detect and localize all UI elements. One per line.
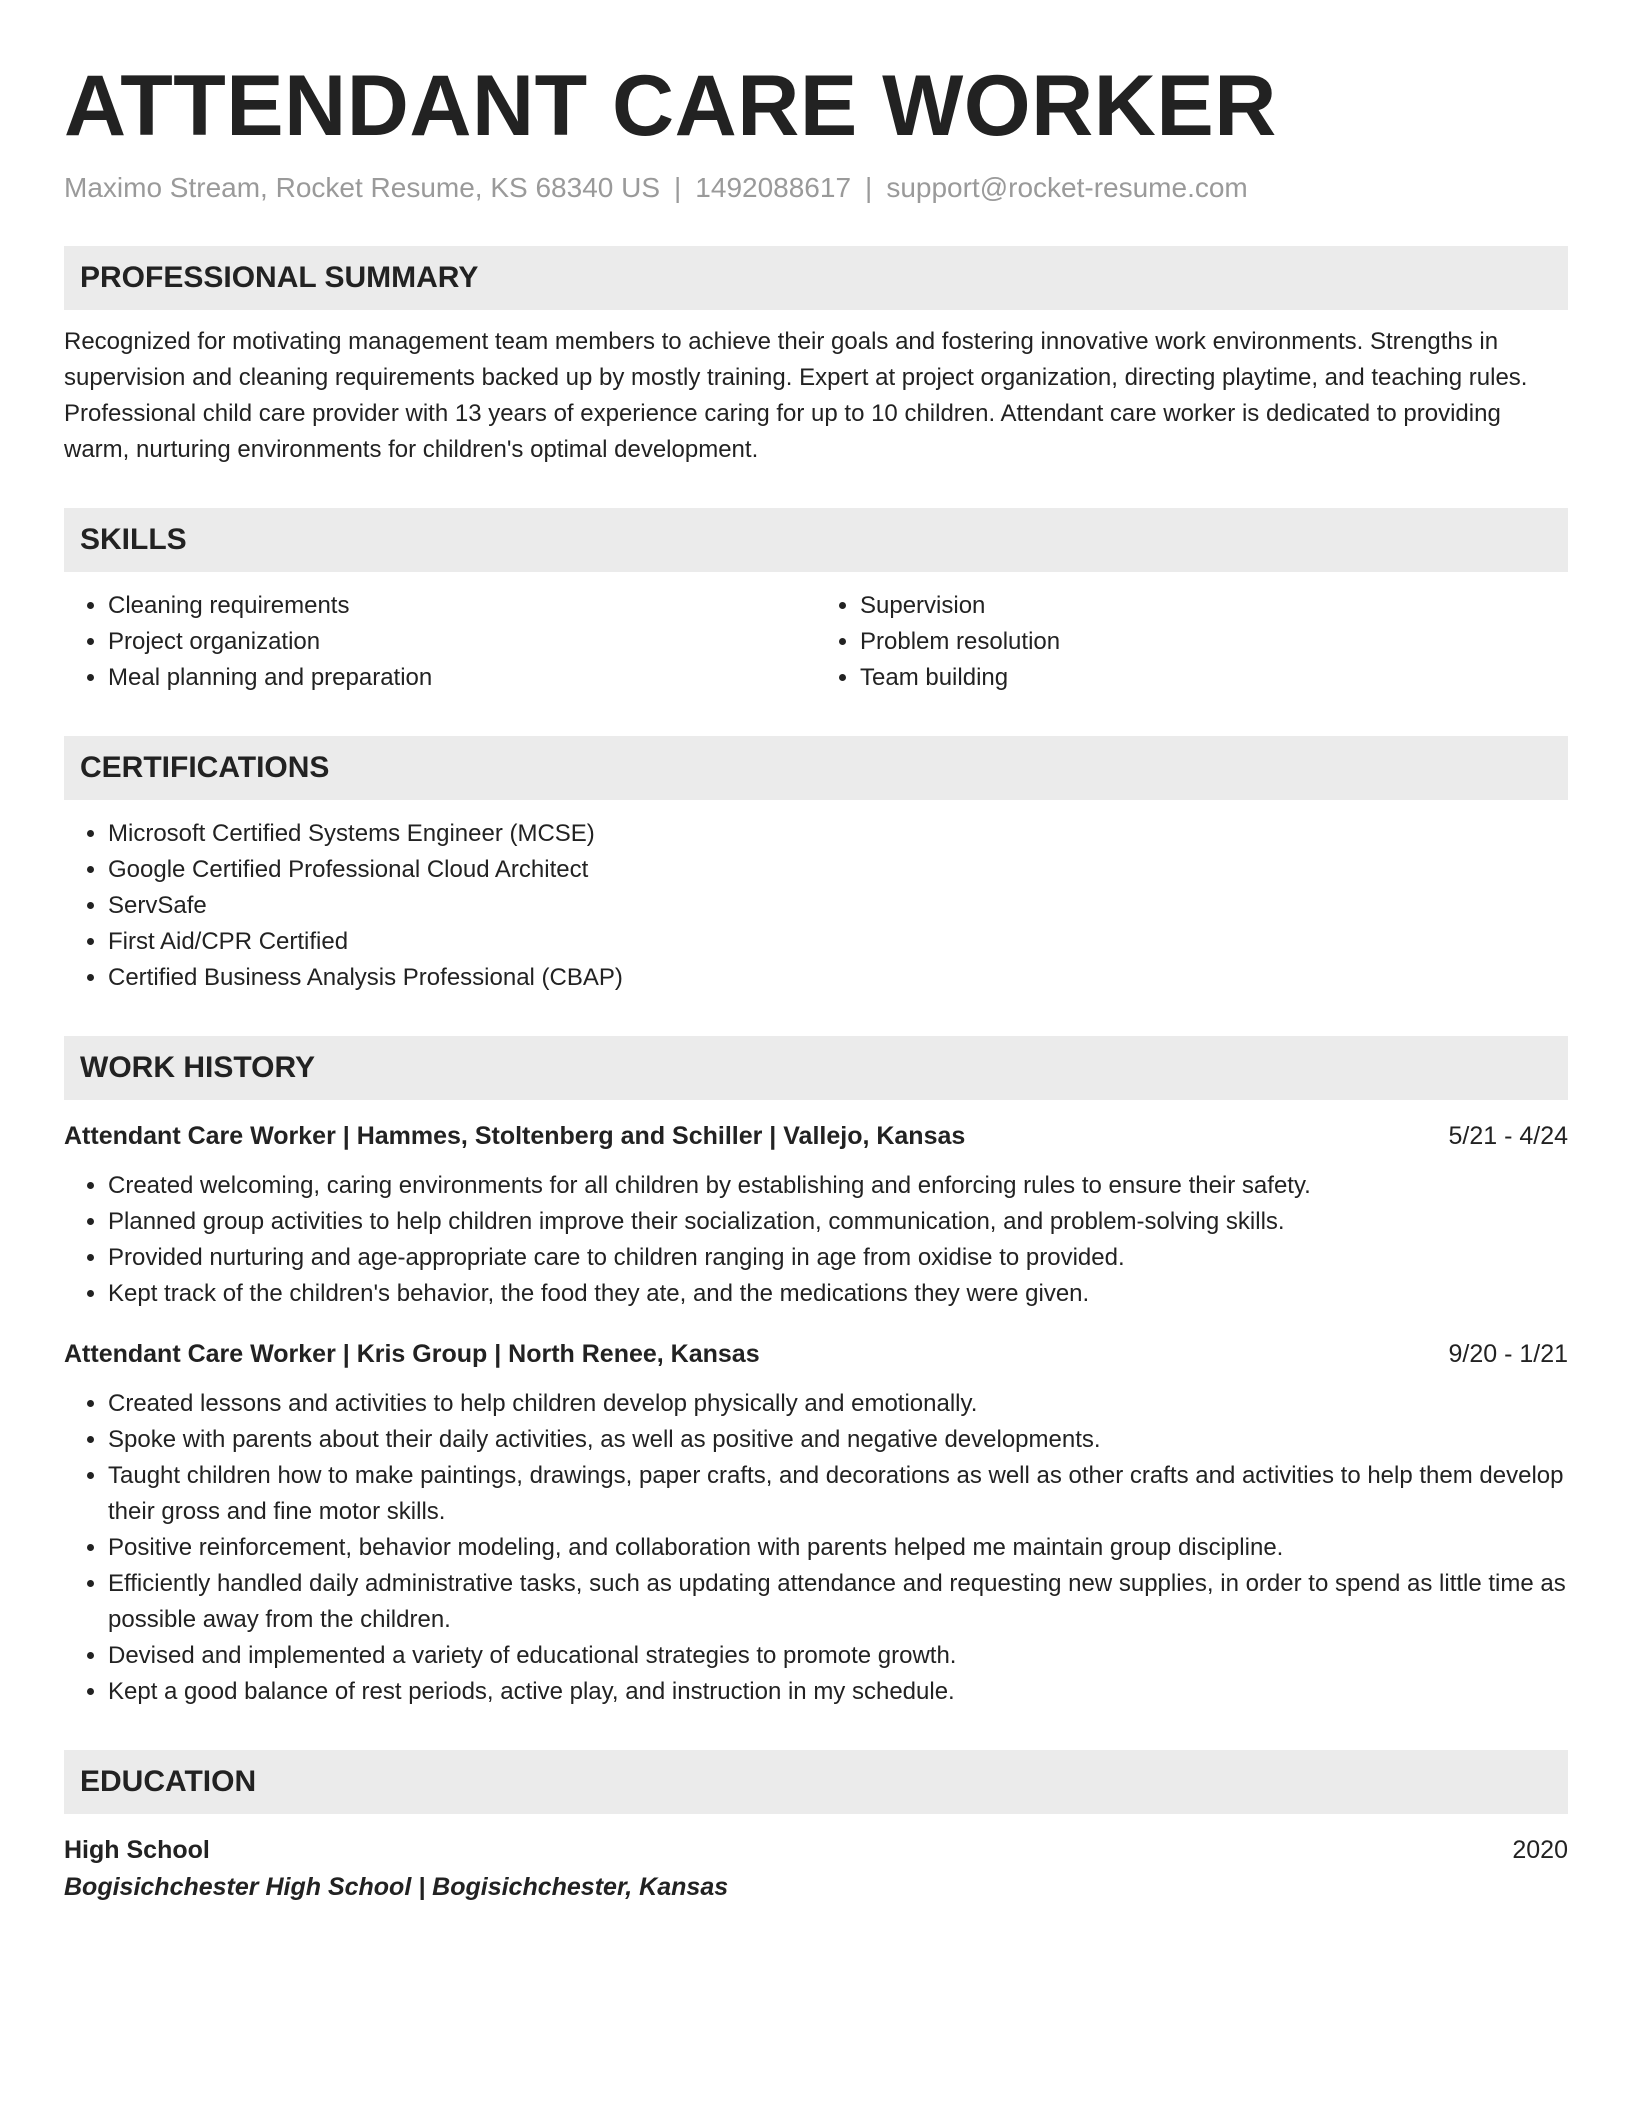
job-bullet: • Provided nurturing and age-appropriate care to children ranging in age from oxidise to provided. <box>108 1240 1568 1276</box>
contact-separator: | <box>674 172 682 203</box>
job-header <box>64 1118 1568 1154</box>
summary-text: Recognized for motivating management team members to achieve their goals and fostering innovative work environments. Strengths in supervision and cleaning requirements backed up by mostly training. Expert at project organization, directing playtime, and teaching rules. Professional child care provider with 13 years of experience caring for up to 10 children. Attendant care worker is dedicated to providing warm, nurturing environments for children's optimal development. <box>64 328 1528 463</box>
job-header <box>64 1336 1568 1372</box>
skill-item: • Supervision <box>860 588 1568 624</box>
job-title: Attendant Care Worker | Hammes, Stoltenberg and Schiller | Vallejo, Kansas <box>64 1122 966 1150</box>
education-school: Bogisichchester High School | Bogisichchester, Kansas <box>64 1873 729 1901</box>
job-bullet: • Kept track of the children's behavior, the food they ate, and the medications they were given. <box>108 1276 1568 1312</box>
contact-address: Maximo Stream, Rocket Resume, KS 68340 US <box>64 172 661 203</box>
skill-item: • Project organization <box>108 624 816 660</box>
contact-email: support@rocket-resume.com <box>886 172 1248 203</box>
job-bullet: • Created lessons and activities to help children develop physically and emotionally. <box>108 1386 1568 1422</box>
certification-item: • First Aid/CPR Certified <box>108 924 1568 960</box>
candidate-name: ATTENDANT CARE WORKER <box>64 58 1277 154</box>
job-bullet: • Taught children how to make paintings, drawings, paper crafts, and decorations as well as other crafts and activities to help them develop their gross and fine motor skills. <box>108 1458 1568 1530</box>
job-bullet: • Positive reinforcement, behavior modeling, and collaboration with parents helped me maintain group discipline. <box>108 1530 1568 1566</box>
job-bullet: • Kept a good balance of rest periods, active play, and instruction in my schedule. <box>108 1674 1568 1710</box>
job-bullet: • Created welcoming, caring environments for all children by establishing and enforcing rules to ensure their safety. <box>108 1168 1568 1204</box>
job-entry <box>64 1336 1568 1710</box>
job-bullet: • Spoke with parents about their daily activities, as well as positive and negative developments. <box>108 1422 1568 1458</box>
section-header-education: EDUCATION <box>64 1750 1568 1814</box>
skills-list-right <box>816 588 1568 696</box>
contact-phone: 1492088617 <box>695 172 852 203</box>
certifications-list <box>64 816 1568 996</box>
certification-item: • ServSafe <box>108 888 1568 924</box>
job-dates: 5/21 - 4/24 <box>1448 1122 1568 1150</box>
section-header-summary: PROFESSIONAL SUMMARY <box>64 246 1568 310</box>
job-title: Attendant Care Worker | Kris Group | North Renee, Kansas <box>64 1340 760 1368</box>
education-degree: High School <box>64 1836 210 1864</box>
job-entry <box>64 1118 1568 1312</box>
skill-item: • Meal planning and preparation <box>108 660 816 696</box>
skill-item: • Problem resolution <box>860 624 1568 660</box>
contact-separator: | <box>865 172 873 203</box>
education-header <box>64 1832 1568 1868</box>
section-header-work-history: WORK HISTORY <box>64 1036 1568 1100</box>
skills-grid <box>64 588 1568 696</box>
job-bullet-list <box>64 1168 1568 1312</box>
skill-item: • Cleaning requirements <box>108 588 816 624</box>
job-dates: 9/20 - 1/21 <box>1448 1340 1568 1368</box>
contact-line <box>64 170 1568 206</box>
job-bullet-list <box>64 1386 1568 1710</box>
section-header-skills: SKILLS <box>64 508 1568 572</box>
section-header-certifications: CERTIFICATIONS <box>64 736 1568 800</box>
skill-item: • Team building <box>860 660 1568 696</box>
skills-column-right <box>816 588 1568 696</box>
certification-item: • Certified Business Analysis Professional (CBAP) <box>108 960 1568 996</box>
job-bullet: • Efficiently handled daily administrative tasks, such as updating attendance and requesting new supplies, in order to spend as little time as possible away from the children. <box>108 1566 1568 1638</box>
skills-column-left <box>64 588 816 696</box>
job-bullet: • Planned group activities to help children improve their socialization, communication, and problem-solving skills. <box>108 1204 1568 1240</box>
certification-item: • Google Certified Professional Cloud Architect <box>108 852 1568 888</box>
education-year: 2020 <box>1512 1836 1568 1864</box>
skills-list-left <box>64 588 816 696</box>
certification-item: • Microsoft Certified Systems Engineer (MCSE) <box>108 816 1568 852</box>
job-bullet: • Devised and implemented a variety of educational strategies to promote growth. <box>108 1638 1568 1674</box>
